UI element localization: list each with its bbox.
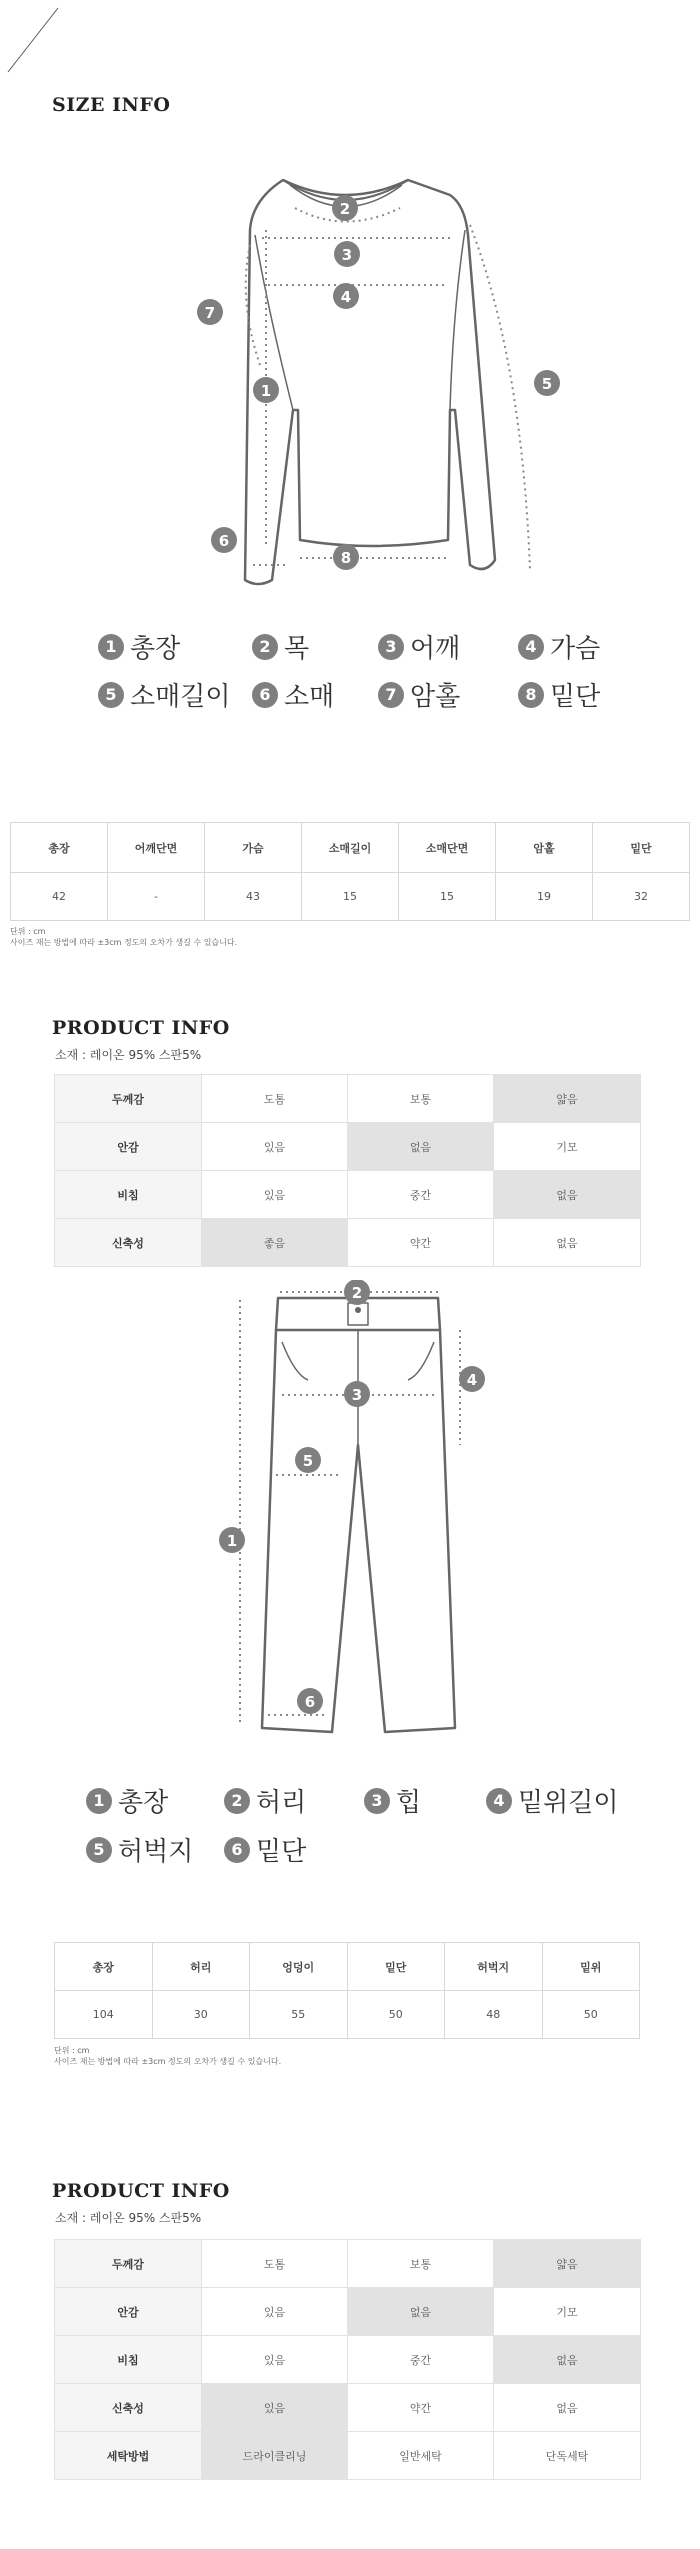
option-cell: 기모 xyxy=(494,2288,641,2336)
svg-text:1: 1 xyxy=(260,382,272,400)
table-cell: 15 xyxy=(302,873,399,921)
table-row xyxy=(55,1075,641,1123)
table-cell: 50 xyxy=(542,1991,640,2039)
option-cell: 기모 xyxy=(494,1123,641,1171)
product-info-table xyxy=(54,1074,641,1267)
marker-8-icon: 8 xyxy=(518,682,544,708)
legend-label: 소매길이 xyxy=(130,682,231,712)
table-row xyxy=(55,2384,641,2432)
option-cell: 약간 xyxy=(348,1219,494,1267)
product-info-title: PRODUCT INFO xyxy=(52,1017,230,1039)
pants-legend-item-4 xyxy=(486,1782,618,1819)
material-text: 소재 : 레이온 95% 스판5% xyxy=(55,1048,202,1062)
table-cell: 30 xyxy=(152,1991,250,2039)
option-cell: 약간 xyxy=(348,2384,494,2432)
table-cell: 55 xyxy=(250,1991,348,2039)
table-header-cell: 소매길이 xyxy=(302,823,399,873)
svg-text:7: 7 xyxy=(204,304,216,322)
legend-item-2 xyxy=(252,628,309,665)
table-header-cell: 허리 xyxy=(152,1943,250,1991)
marker-6-icon: 6 xyxy=(252,682,278,708)
option-cell-selected: 얇음 xyxy=(494,1075,641,1123)
size-info-title: SIZE INFO xyxy=(52,94,171,116)
row-label: 안감 xyxy=(55,2288,202,2336)
option-cell: 있음 xyxy=(202,1123,348,1171)
row-label: 두께감 xyxy=(55,1075,202,1123)
table-row xyxy=(55,2240,641,2288)
row-label: 비침 xyxy=(55,1171,202,1219)
table-header-cell: 허벅지 xyxy=(445,1943,543,1991)
marker-7-icon: 7 xyxy=(378,682,404,708)
table-cell: 42 xyxy=(11,873,108,921)
row-label: 신축성 xyxy=(55,2384,202,2432)
table-row xyxy=(55,2288,641,2336)
option-cell: 있음 xyxy=(202,2336,348,2384)
table-header-cell: 어깨단면 xyxy=(108,823,205,873)
row-label: 세탁방법 xyxy=(55,2432,202,2480)
note-unit: 단위 : cm xyxy=(54,2046,90,2055)
table-header-cell: 밑위 xyxy=(542,1943,640,1991)
svg-text:3: 3 xyxy=(341,246,353,264)
legend-item-3 xyxy=(378,628,460,665)
option-cell-selected: 없음 xyxy=(494,1171,641,1219)
legend-item-7 xyxy=(378,676,460,713)
material-text-2: 소재 : 레이온 95% 스판5% xyxy=(55,2211,202,2225)
note-unit: 단위 : cm xyxy=(10,927,46,936)
legend-label: 힙 xyxy=(396,1788,422,1818)
option-cell-selected: 얇음 xyxy=(494,2240,641,2288)
pants-legend-item-5 xyxy=(86,1831,193,1868)
legend-label: 총장 xyxy=(130,634,181,664)
legend-label: 가슴 xyxy=(550,634,601,664)
option-cell: 있음 xyxy=(202,1171,348,1219)
marker-3-icon: 3 xyxy=(378,634,404,660)
option-cell: 도톰 xyxy=(202,2240,348,2288)
table-cell: 43 xyxy=(205,873,302,921)
product-info-title-2: PRODUCT INFO xyxy=(52,2180,230,2202)
table-cell: 32 xyxy=(593,873,690,921)
marker-2-icon: 2 xyxy=(252,634,278,660)
table-header-cell: 암홀 xyxy=(496,823,593,873)
table-row xyxy=(55,1991,640,2039)
row-label: 신축성 xyxy=(55,1219,202,1267)
marker-5-icon: 5 xyxy=(98,682,124,708)
table-cell: 19 xyxy=(496,873,593,921)
table-cell: - xyxy=(108,873,205,921)
table-header-cell: 소매단면 xyxy=(399,823,496,873)
marker-5-icon: 5 xyxy=(86,1837,112,1863)
note-text: 사이즈 재는 방법에 따라 ±3cm 정도의 오차가 생길 수 있습니다. xyxy=(54,2057,282,2066)
legend-label: 밑단 xyxy=(550,682,601,712)
svg-text:5: 5 xyxy=(302,1452,314,1470)
legend-label: 허벅지 xyxy=(118,1837,194,1867)
pants-legend-item-1 xyxy=(86,1782,168,1819)
table-row xyxy=(55,2336,641,2384)
table-cell: 15 xyxy=(399,873,496,921)
legend-item-5 xyxy=(98,676,230,713)
note-text: 사이즈 재는 방법에 따라 ±3cm 정도의 오차가 생길 수 있습니다. xyxy=(10,938,238,947)
option-cell: 중간 xyxy=(348,2336,494,2384)
option-cell-selected: 없음 xyxy=(348,1123,494,1171)
legend-label: 밑위길이 xyxy=(518,1788,619,1818)
option-cell: 중간 xyxy=(348,1171,494,1219)
table-row xyxy=(55,1219,641,1267)
option-cell: 보통 xyxy=(348,2240,494,2288)
pants-size-table xyxy=(54,1942,640,2039)
marker-3-icon: 3 xyxy=(364,1788,390,1814)
option-cell-selected: 없음 xyxy=(348,2288,494,2336)
svg-text:2: 2 xyxy=(351,1284,363,1302)
option-cell-selected: 있음 xyxy=(202,2384,348,2432)
svg-text:6: 6 xyxy=(218,532,230,550)
table-cell: 48 xyxy=(445,1991,543,2039)
legend-label: 밑단 xyxy=(256,1837,307,1867)
size-note xyxy=(10,926,237,948)
svg-text:1: 1 xyxy=(226,1532,238,1550)
table-row xyxy=(11,873,690,921)
legend-item-8 xyxy=(518,676,600,713)
shirt-size-diagram xyxy=(150,160,590,600)
legend-item-4 xyxy=(518,628,600,665)
marker-6-icon: 6 xyxy=(224,1837,250,1863)
option-cell: 보통 xyxy=(348,1075,494,1123)
option-cell: 도톰 xyxy=(202,1075,348,1123)
table-header-cell: 총장 xyxy=(55,1943,153,1991)
legend-label: 허리 xyxy=(256,1788,307,1818)
table-header-row xyxy=(55,1943,640,1991)
row-label: 안감 xyxy=(55,1123,202,1171)
table-header-cell: 가슴 xyxy=(205,823,302,873)
svg-text:3: 3 xyxy=(351,1386,363,1404)
option-cell: 없음 xyxy=(494,1219,641,1267)
table-cell: 104 xyxy=(55,1991,153,2039)
marker-4-icon: 4 xyxy=(518,634,544,660)
table-header-cell: 밑단 xyxy=(593,823,690,873)
marker-1-icon: 1 xyxy=(86,1788,112,1814)
svg-text:2: 2 xyxy=(339,200,351,218)
legend-label: 목 xyxy=(284,634,310,664)
product-info-table-2 xyxy=(54,2239,641,2480)
option-cell: 단독세탁 xyxy=(494,2432,641,2480)
pants-legend-item-6 xyxy=(224,1831,306,1868)
svg-text:8: 8 xyxy=(340,549,352,567)
svg-text:4: 4 xyxy=(466,1371,478,1389)
row-label: 비침 xyxy=(55,2336,202,2384)
svg-text:4: 4 xyxy=(340,288,352,306)
legend-label: 소매 xyxy=(284,682,335,712)
legend-label: 암홀 xyxy=(410,682,461,712)
decorative-slash xyxy=(0,0,70,80)
option-cell-selected: 드라이클리닝 xyxy=(202,2432,348,2480)
pants-legend-item-2 xyxy=(224,1782,306,1819)
pants-size-note xyxy=(54,2045,281,2067)
svg-text:5: 5 xyxy=(541,375,553,393)
table-header-row xyxy=(11,823,690,873)
option-cell-selected: 없음 xyxy=(494,2336,641,2384)
table-header-cell: 총장 xyxy=(11,823,108,873)
table-row xyxy=(55,1123,641,1171)
marker-4-icon: 4 xyxy=(486,1788,512,1814)
legend-label: 총장 xyxy=(118,1788,169,1818)
table-row xyxy=(55,2432,641,2480)
legend-item-6 xyxy=(252,676,334,713)
table-row xyxy=(55,1171,641,1219)
marker-1-icon: 1 xyxy=(98,634,124,660)
legend-item-1 xyxy=(98,628,180,665)
table-header-cell: 밑단 xyxy=(347,1943,445,1991)
table-cell: 50 xyxy=(347,1991,445,2039)
svg-text:6: 6 xyxy=(304,1693,316,1711)
option-cell-selected: 좋음 xyxy=(202,1219,348,1267)
table-header-cell: 엉덩이 xyxy=(250,1943,348,1991)
shirt-size-table xyxy=(10,822,690,921)
pants-size-diagram xyxy=(200,1280,520,1750)
row-label: 두께감 xyxy=(55,2240,202,2288)
option-cell: 없음 xyxy=(494,2384,641,2432)
option-cell: 일반세탁 xyxy=(348,2432,494,2480)
pants-legend-item-3 xyxy=(364,1782,421,1819)
marker-2-icon: 2 xyxy=(224,1788,250,1814)
legend-label: 어깨 xyxy=(410,634,461,664)
option-cell: 있음 xyxy=(202,2288,348,2336)
